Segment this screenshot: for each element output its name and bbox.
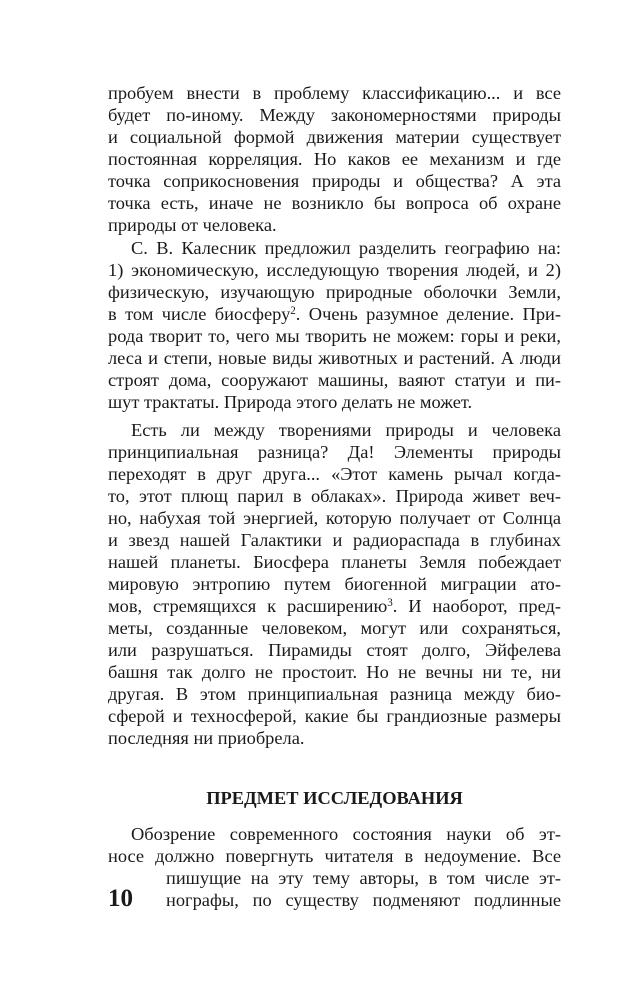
page-number: 10 [108, 885, 133, 912]
text-line: нашей планеты. Биосфера планеты Земля побеждает [108, 552, 561, 572]
footnote-mark[interactable]: 2 [290, 304, 296, 317]
text-line: то, этот плющ парил в облаках». Природа живет веч- [108, 486, 561, 506]
text-line: или разрушаться. Пирамиды стоят долго, Эйфелева [108, 640, 561, 660]
text-line: пишущие на эту тему авторы, в том числе эт- [166, 868, 561, 888]
text-line: рода творит то, чего мы творить не можем: горы и реки, [108, 326, 561, 346]
text-line: пробуем внести в проблему классификацию... и все [108, 83, 561, 103]
footnote-mark[interactable]: 3 [387, 596, 393, 609]
text-line: леса и степи, новые виды животных и растений. А люди [108, 348, 561, 368]
text-line: точка есть, иначе не возникло бы вопроса об охране [108, 193, 561, 213]
text-segment: . И наоборот, пред- [392, 596, 561, 616]
text-line: носе должно повергнуть читателя в недоумение. Все [108, 846, 561, 866]
text-line: шут трактаты. Природа этого делать не может. [108, 392, 473, 412]
text-line: Обозрение современного состояния науки об эт- [131, 824, 561, 844]
text-line: последняя ни приобрела. [108, 728, 305, 748]
text-line: 1) экономическую, исследующую творения людей, и 2) [108, 260, 561, 280]
text-line: но, набухая той энергией, которую получает от Солнца [108, 508, 561, 528]
text-line: другая. В этом принципиальная разница между био- [108, 684, 561, 704]
text-segment: в том числе биосферу [108, 304, 291, 324]
text-segment: . Очень разумное деление. При- [295, 304, 561, 324]
text-line: будет по-иному. Между закономерностями природы [108, 105, 561, 125]
text-line: точка соприкосновения природы и общества? А эта [108, 171, 561, 191]
text-line: меты, созданные человеком, могут или сохраняться, [108, 618, 561, 638]
text-line: и социальной формой движения материи существует [108, 127, 561, 147]
text-line: башня так долго не простоит. Но не вечны ни те, ни [108, 662, 561, 682]
text-line: нографы, по существу подменяют подлинные [166, 890, 561, 910]
text-line: постоянная корреляция. Но каков ее механизм и где [108, 149, 561, 169]
text-line [108, 303, 561, 325]
text-line: строят дома, сооружают машины, ваяют статуи и пи- [108, 370, 561, 390]
text-line: и звезд нашей Галактики и радиораспада в глубинах [108, 530, 561, 550]
text-line: Есть ли между творениями природы и человека [131, 420, 561, 440]
section-heading: ПРЕДМЕТ ИССЛЕДОВАНИЯ [206, 788, 463, 808]
text-line: принципиальная разница? Да! Элементы природы [108, 442, 561, 462]
text-line: сферой и техносферой, какие бы грандиозные размеры [108, 706, 561, 726]
text-line: природы от человека. [108, 215, 277, 235]
text-line: С. В. Калесник предложил разделить географию на: [131, 238, 561, 258]
text-line [108, 595, 561, 617]
text-line: мировую энтропию путем биогенной миграции ато- [108, 574, 561, 594]
text-line: переходят в друг друга... «Этот камень рычал когда- [108, 464, 561, 484]
text-segment: мов, стремящихся к расширению [108, 596, 388, 616]
text-line: физическую, изучающую природные оболочки Земли, [108, 282, 561, 302]
